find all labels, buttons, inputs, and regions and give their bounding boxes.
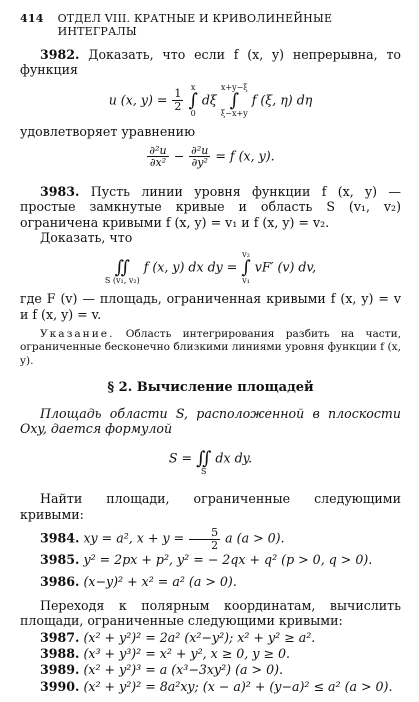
area-formula: S = ∬ S dx dy.: [20, 442, 401, 476]
problem-3983: [20, 184, 401, 230]
problem-3982: [20, 47, 401, 78]
problem-3986: 3986. (x−y)² + x² = a² (a > 0).: [40, 573, 237, 589]
double-integral-sign: ∬ S: [196, 448, 212, 477]
intro-text: Площадь области S, расположенной в плоскости Oxy, дается формулой: [20, 405, 401, 437]
problem-3984: 3984. xy = a², x + y = $\frac{5}{2}$ a (a > 0).: [40, 526, 285, 552]
running-title: ОТДЕЛ VIII. КРАТНЫЕ И КРИВОЛИНЕЙНЫЕ ИНТЕГРАЛЫ: [57, 12, 333, 39]
problem-text-cont: удовлетворяет уравнению: [20, 123, 196, 139]
task-text-polar: Переходя к полярным координатам, вычислить площади, ограниченные следующими кривыми:: [20, 597, 401, 629]
task-text: Найти площади, ограниченные следующими кривыми:: [20, 491, 401, 522]
problem-text: Пусть линии уровня функции f (x, y) — простые замкнутые кривые и область S (v₁, v₂) ограничена кривыми f (x, y) = v₁ и f (x, y) = v₂.: [20, 183, 401, 230]
integral-sign: x+y−ξ ∫ ξ−x+y: [220, 82, 248, 118]
problem-3989: 3989. (x² + y²)³ = a (x³−3xy²) (a > 0).: [40, 662, 283, 678]
page-number: 414: [20, 12, 44, 25]
problem-3990: 3990. (x² + y²)² = 8a²xy; (x − a)² + (y−a)² ≤ a² (a > 0).: [40, 678, 393, 694]
problem-3985: 3985. y² = 2px + p², y² = − 2qx + q² (p > 0, q > 0).: [40, 552, 373, 568]
problem-number: 3982.: [40, 46, 80, 62]
integral-sign: v₂ ∫ v₁: [241, 250, 251, 286]
integral-sign: x ∫ 0: [188, 82, 198, 118]
problem-number: 3983.: [40, 183, 80, 199]
prove-line: Доказать, что: [40, 230, 133, 246]
problem-3987: 3987. (x² + y²)² = 2a² (x²−y²); x² + y² ≥ a².: [40, 629, 316, 645]
pde-formula: $\frac{\text{∂²u}}{\text{∂x²}}$ − $\frac{\text{∂²u}}{\text{∂y²}}$ = f (x, y).: [149, 143, 275, 170]
hint-text: Область интегрирования разбить на части, ограниченные бесконечно близкими линиями уровня функции f (x, y).: [20, 328, 402, 367]
formula-3983: ∬ S (v₁, v₂) f (x, y) dx dy = v₂ ∫ v₁ vF′ (v) dv,: [104, 250, 317, 286]
problem-text: Доказать, что если f (x, y) непрерывна, то функция: [20, 46, 401, 78]
problem-3988: 3988. (x³ + y³)² = x² + y², x ≥ 0, y ≥ 0.: [40, 646, 291, 662]
page-header: [20, 12, 401, 39]
definition-line: где F (v) — площадь, ограниченная кривыми f (x, y) = v и f (x, y) = v.: [20, 291, 401, 322]
double-integral-sign: ∬ S (v₁, v₂): [104, 257, 140, 286]
formula-3982: u (x, y) = $\frac{1}{2}$ x ∫ 0 dξ x+y−ξ ∫ ξ−x+y f (ξ, η) dη: [108, 82, 313, 118]
section-title: § 2. Вычисление площадей: [107, 379, 314, 395]
fraction: $\frac{1}{2}$: [174, 87, 182, 114]
hint-label: Указание.: [40, 328, 115, 341]
hint: [20, 328, 401, 368]
